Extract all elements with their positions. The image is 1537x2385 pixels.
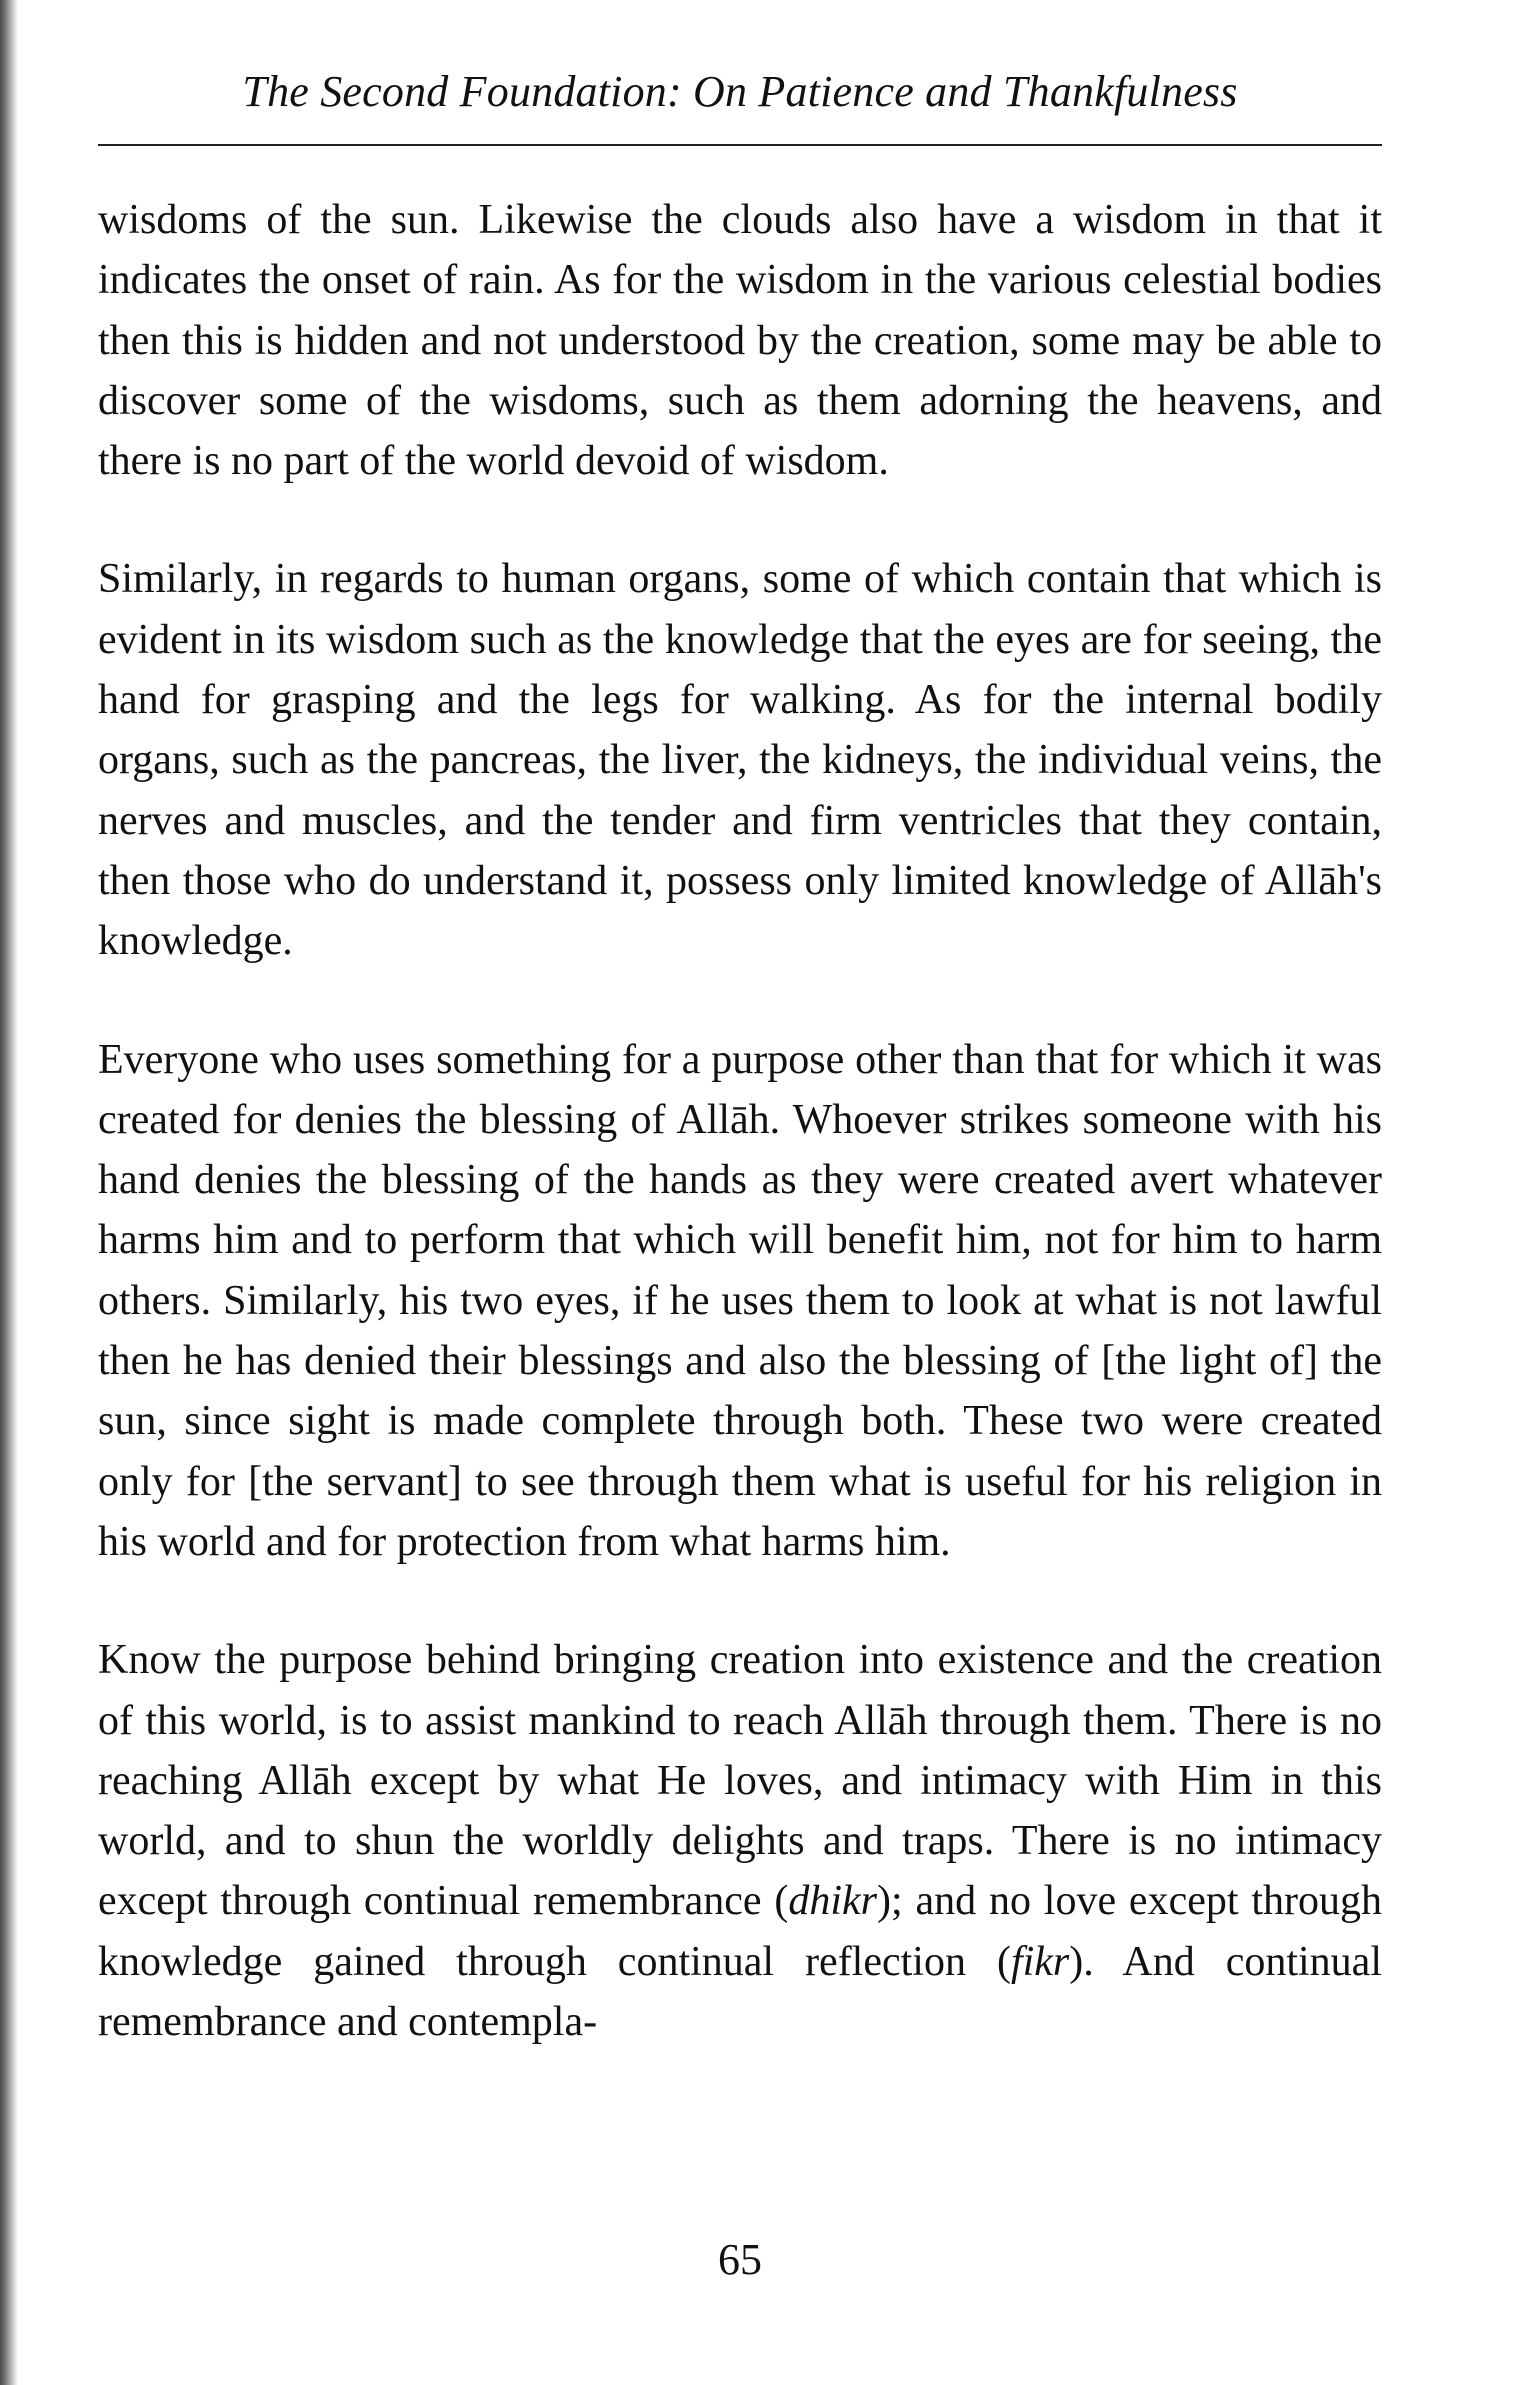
paragraph-4-part-3: ). And continual remembrance and contempla-: [98, 1938, 1382, 2046]
paragraph-4-part-1: Know the purpose behind bringing creation into existence and the creation of this world, is to assist mankind to reach Allāh through them. There is no reaching Allāh except by what He loves, and intimacy with Him in this world, and to shun the worldly delights and traps. There is no intimacy except through continual remembrance (: [98, 1637, 1382, 1925]
paragraph-2: Similarly, in regards to human organs, some of which contain that which is evident in its wisdom such as the knowledge that the eyes are for seeing, the hand for grasping and the legs for walking. As for the internal bodily organs, such as the pancreas, the liver, the kidneys, the individual veins, the nerves and muscles, and the tender and firm ventricles that they contain, then those who do understand it, possess only limited knowledge of Allāh's knowledge.: [98, 556, 1382, 965]
body-text: [98, 190, 1382, 2052]
binding-edge-shadow: [0, 0, 18, 2385]
header-rule: [98, 144, 1382, 146]
running-head: The Second Foundation: On Patience and Thankfulness: [242, 67, 1238, 116]
page-number: 65: [718, 2235, 762, 2284]
term-fikr: fikr: [1010, 1938, 1070, 1985]
paragraph-3: Everyone who uses something for a purpose other than that for which it was created for denies the blessing of Allāh. Whoever strikes someone with his hand denies the blessing of the hands as they were created avert whatever harms him and to perform that which will benefit him, not for him to harm others. Similarly, his two eyes, if he uses them to look at what is not lawful then he has denied their blessings and also the blessing of [the light of] the sun, since sight is made complete through both. These two were created only for [the servant] to see through them what is useful for his religion in his world and for protection from what harms him.: [98, 1036, 1382, 1565]
paragraph-4: [98, 1630, 1382, 2052]
term-dhikr: dhikr: [788, 1878, 878, 1925]
paragraph-4-part-2: ); and no love except through knowledge gained through continual reflection (: [98, 1878, 1383, 1985]
paragraph-1: wisdoms of the sun. Likewise the clouds also have a wisdom in that it indicates the onset of rain. As for the wisdom in the various celestial bodies then this is hidden and not understood by the creation, some may be able to discover some of the wisdoms, such as them adorning the heavens, and there is no part of the world devoid of wisdom.: [98, 197, 1382, 485]
